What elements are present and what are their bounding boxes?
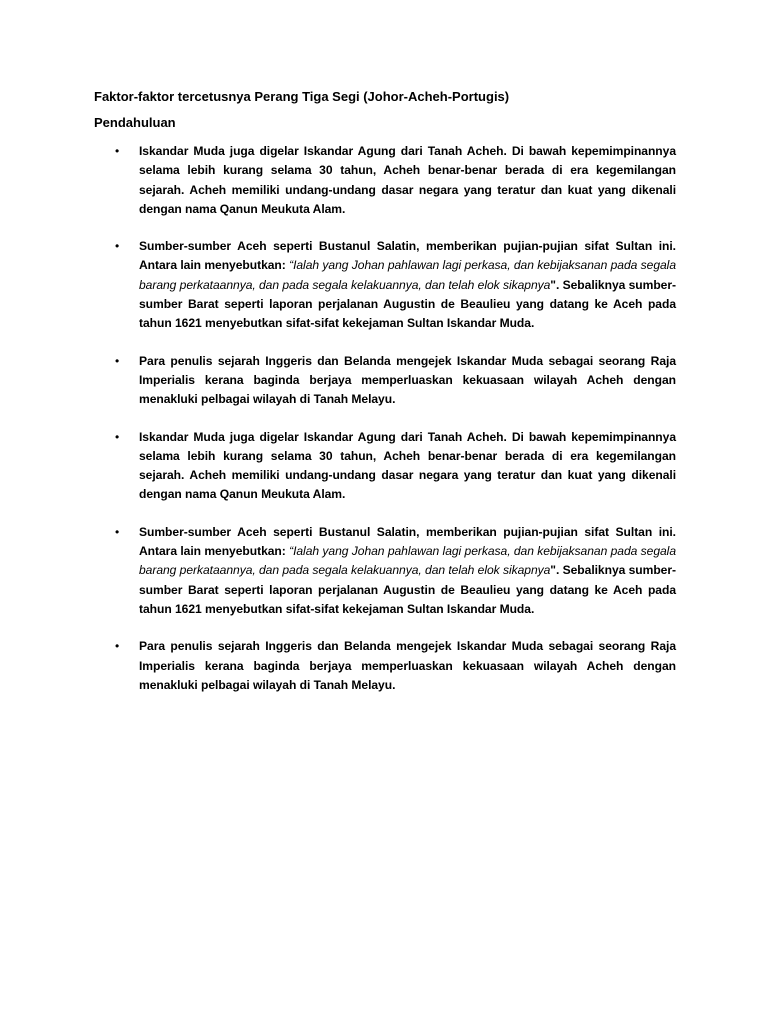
quote-text: “Ialah yang Johan pahlawan lagi perkasa, dan kebijaksanan pada segala barang perkataannya, dan pada segala kelakuannya, dan telah elok sikapnya [139,544,676,578]
paragraph-text-continued: ". Sebaliknya sumber-sumber Barat seperti laporan perjalanan Augustin de Beaulieu yang datang ke Aceh pada tahun 1621 menyebutkan sifat-sifat kekejaman Sultan Iskandar Muda. [139,277,676,331]
paragraph-text-continued: ". Sebaliknya sumber-sumber Barat seperti laporan perjalanan Augustin de Beaulieu yang datang ke Aceh pada tahun 1621 menyebutkan sifat-sifat kekejaman Sultan Iskandar Muda. [139,563,676,616]
list-item [94,142,676,219]
paragraph-text: Para penulis sejarah Inggeris dan Belanda mengejek Iskandar Muda sebagai seorang Raja Imperialis kerana baginda berjaya memperluaskan kekuasaan wilayah Acheh dengan menakluki pelbagai wilayah di Tanah Melayu. [139,353,676,407]
bullet-icon: • [115,639,120,654]
bullet-icon: • [115,353,120,368]
bullet-list [94,142,676,713]
document-title: Faktor-faktor tercetusnya Perang Tiga Segi (Johor-Acheh-Portugis) [94,89,510,104]
paragraph-text: Sumber-sumber Aceh seperti Bustanul Salatin, memberikan pujian-pujian sifat Sultan ini. Antara lain menyebutkan: [139,239,676,273]
bullet-icon: • [115,239,120,254]
list-item [94,352,676,410]
paragraph-text: Sumber-sumber Aceh seperti Bustanul Salatin, memberikan pujian-pujian sifat Sultan ini. Antara lain menyebutkan: [139,524,676,559]
list-item [94,637,676,695]
bullet-icon: • [115,429,120,444]
bullet-icon: • [115,524,120,539]
section-heading: Pendahuluan [94,115,176,130]
bullet-icon: • [115,144,120,158]
list-item [94,523,676,619]
paragraph-text: Iskandar Muda juga digelar Iskandar Agung dari Tanah Acheh. Di bawah kepemimpinannya selama lebih kurang selama 30 tahun, Acheh benar-benar berada di era kegemilangan sejarah. Acheh memiliki undang-undang dasar negara yang teratur dan kuat yang dikenali dengan nama Qanun Meukuta Alam. [139,429,676,502]
list-item [94,237,676,333]
quote-text: “Ialah yang Johan pahlawan lagi perkasa, dan kebijaksanan pada segala barang perkataannya, dan pada segala kelakuannya, dan telah elok sikapnya [139,258,676,292]
paragraph-text: Iskandar Muda juga digelar Iskandar Agung dari Tanah Acheh. Di bawah kepemimpinannya selama lebih kurang selama 30 tahun, Acheh benar-benar berada di era kegemilangan sejarah. Acheh memiliki undang-undang dasar negara yang teratur dan kuat yang dikenali dengan nama Qanun Meukuta Alam. [139,144,676,216]
paragraph-text: Para penulis sejarah Inggeris dan Belanda mengejek Iskandar Muda sebagai seorang Raja Imperialis kerana baginda berjaya memperluaskan kekuasaan wilayah Acheh dengan menakluki pelbagai wilayah di Tanah Melayu. [139,639,676,692]
list-item [94,428,676,505]
